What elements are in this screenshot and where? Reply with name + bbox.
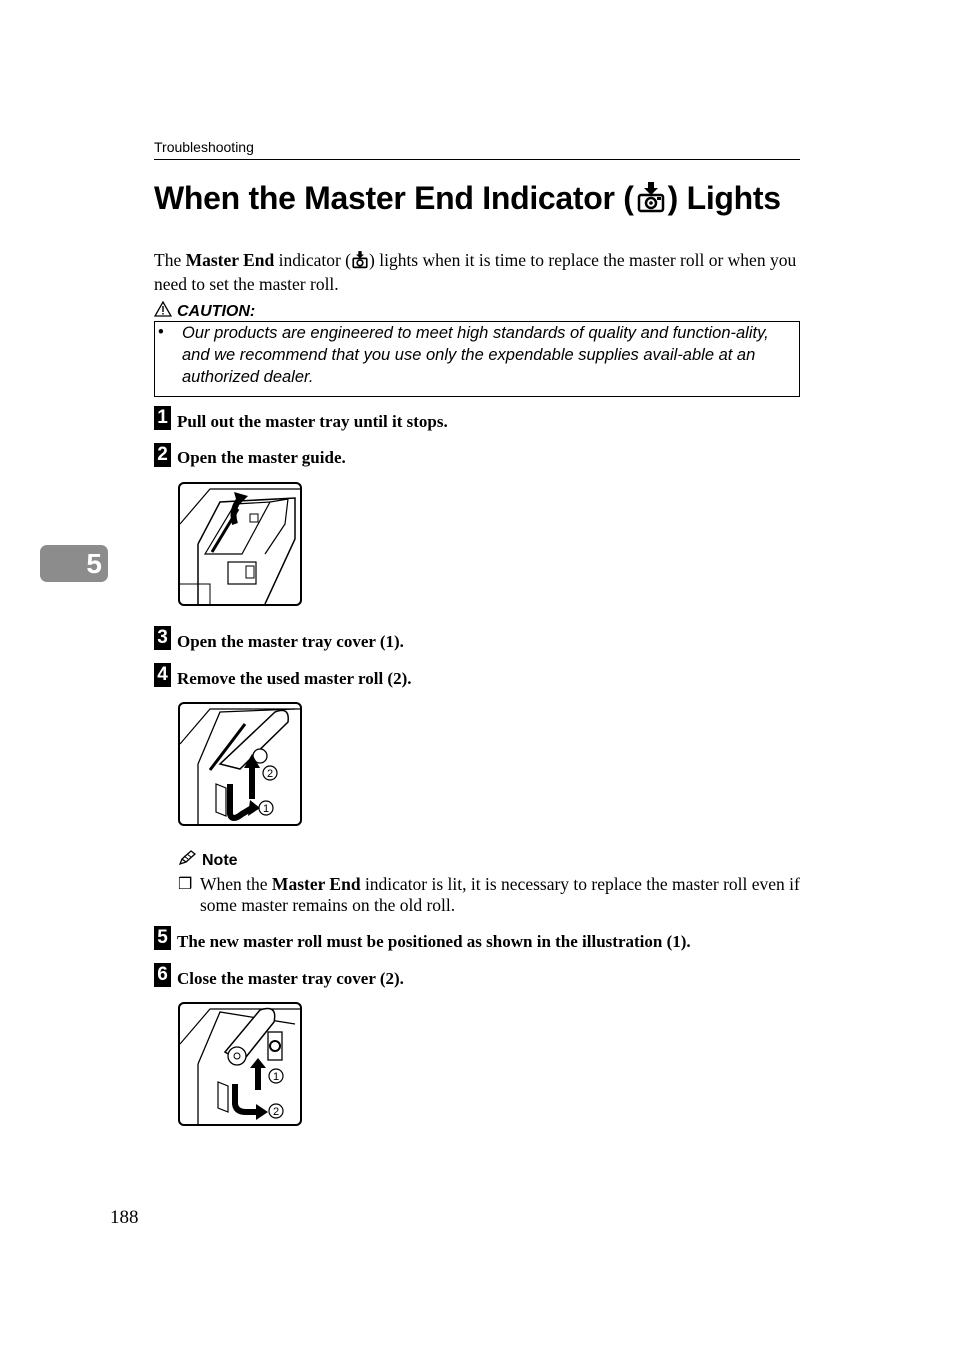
note-pencil-icon (178, 850, 198, 871)
step-number: 5 (154, 926, 171, 950)
step-number: 2 (154, 443, 171, 467)
step-text: Close the master tray cover (2). (177, 969, 404, 988)
callout-2: 2 (266, 768, 274, 780)
caution-label: CAUTION: (177, 302, 256, 320)
note-checkbox: ❒ (178, 876, 193, 893)
intro-prefix: The (154, 250, 186, 270)
note-bold-term: Master End (271, 874, 361, 894)
step-text: Open the master tray cover (1). (177, 632, 404, 651)
header-rule (154, 159, 800, 160)
intro-bold-term: Master End (185, 250, 275, 270)
note-label: Note (202, 851, 238, 869)
callout-1: 1 (272, 1071, 280, 1083)
title-before: When the Master End Indicator ( (154, 180, 634, 216)
callout-2: 2 (272, 1106, 280, 1118)
step-number: 3 (154, 626, 171, 650)
step-text: Open the master guide. (177, 448, 346, 467)
note-prefix: When the (200, 874, 272, 894)
master-end-indicator-icon (635, 181, 667, 221)
master-end-indicator-icon (351, 250, 369, 274)
illustration-open-master-guide (178, 482, 302, 606)
illustration-position-new-roll (178, 1002, 302, 1126)
intro-paragraph (154, 250, 804, 295)
chapter-tab: 5 (40, 545, 108, 582)
callout-1: 1 (262, 803, 270, 815)
step-text: The new master roll must be positioned as shown in the illustration (1). (177, 932, 691, 951)
step-number: 6 (154, 963, 171, 987)
page-number: 188 (110, 1207, 139, 1228)
note-text (200, 874, 804, 916)
title-after: ) Lights (667, 180, 781, 216)
intro-mid: indicator ( (274, 250, 352, 270)
note-heading (178, 850, 238, 871)
step-number: 1 (154, 406, 171, 430)
caution-triangle-icon (154, 301, 172, 322)
illustration-remove-used-roll (178, 702, 302, 826)
caution-bullet: • (158, 323, 164, 341)
intro-suffix: ) lights when it is time to replace the master roll or when you need to set the master roll. (154, 250, 797, 294)
note-suffix: indicator is lit, it is necessary to replace the master roll even if some master remains on the old roll. (200, 874, 800, 915)
step-number: 4 (154, 663, 171, 687)
running-header: Troubleshooting (154, 139, 254, 155)
caution-text: Our products are engineered to meet high standards of quality and function-ality, and we recommend that you use only the expendable supplies avail-able at an authorized dealer. (182, 324, 769, 386)
step-text: Pull out the master tray until it stops. (177, 412, 448, 431)
page-title (154, 180, 781, 221)
step-text: Remove the used master roll (2). (177, 669, 412, 688)
caution-heading (154, 301, 255, 322)
